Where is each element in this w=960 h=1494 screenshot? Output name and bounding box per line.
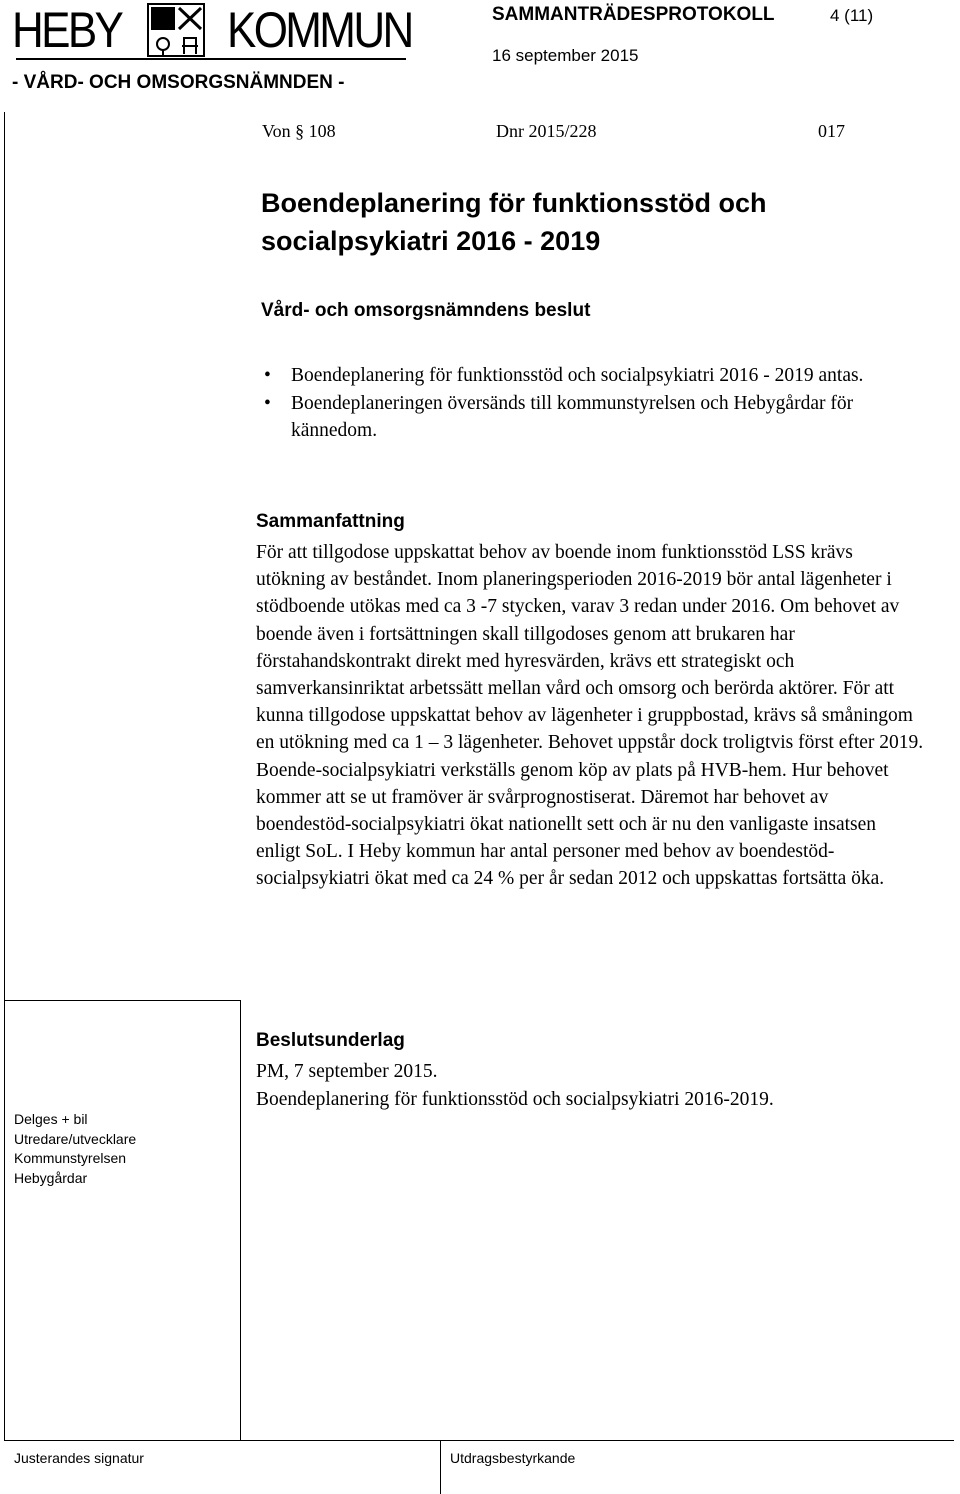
registration-number: Dnr 2015/228 [496,121,597,141]
heby-kommun-logo [12,0,412,64]
distribution-item: Utredare/utvecklare [14,1130,137,1147]
basis-item: PM, 7 september 2015. [256,1061,438,1082]
coat-of-arms-icon [146,2,206,58]
margin-line [4,112,5,1440]
paragraph-number: Von § 108 [262,121,336,141]
distribution-list [14,1110,136,1188]
certification-label: Utdragsbestyrkande [450,1450,576,1466]
bullet-icon: • [264,365,271,386]
decision-item-text: Boendeplanering för funktionsstöd och socialpsykiatri 2016 - 2019 antas. [291,365,864,386]
footer-divider [440,1440,441,1494]
distribution-item: Kommunstyrelsen [14,1150,127,1166]
basis-list [256,1058,774,1113]
signature-label: Justerandes signatur [14,1450,144,1466]
distribution-box-right [240,1000,241,1440]
footer-line [4,1440,954,1441]
summary-text: För att tillgodose uppskattat behov av boende inom funktionsstöd LSS krävs utökning av beståndet. Inom planeringsperioden 2016-2019 bör antal lägenheter i stödboende utökas med ca 3 -7 stycken, varav 3 redan under 2016. Om behovet av boende även i fortsättningen skall tillgodoses genom att brukaren har förstahandskontrakt direkt med hyresvärden, krävs ett strategiskt och samverkansinriktat arbetssätt mellan vård och omsorg och berörda aktörer. För att kunna tillgodose uppskattat behov av lägenheter i gruppbostad, krävs så småningom en utökning med ca 1 – 3 lägenheter. Behovet uppstår dock troligtvis först efter 2019. Boende-socialpsykiatri verkställs genom köp av plats på HVB-hem. Hur behovet kommer att se ut framöver är svårprognostiserat. Däremot har behovet av boendestöd-socialpsykiatri ökat nationellt sett och är nu den vanligaste insatsen enligt SoL. I Heby kommun har antal personer med behov av boendestöd-socialpsykiatri ökat med ca 24 % per år sedan 2012 och uppskattas fortsätta öka. [256,542,924,890]
logo-text-kommun: KOMMUN [227,2,412,58]
summary-heading: Sammanfattning [256,511,405,532]
distribution-box-top [4,1000,240,1001]
decision-list [262,362,882,445]
protocol-title: SAMMANTRÄDESPROTOKOLL [492,4,775,25]
distribution-item: Hebygårdar [14,1169,88,1186]
decision-heading: Vård- och omsorgsnämndens beslut [261,300,591,321]
archive-code: 017 [818,121,845,141]
distribution-item: Delges + bil [14,1111,88,1127]
decision-item-text: Boendeplaneringen översänds till kommunstyrelsen och Hebygårdar för kännedom. [291,392,854,441]
page-number: 4 (11) [830,6,874,25]
basis-item: Boendeplanering för funktionsstöd och socialpsykiatri 2016-2019. [256,1088,774,1110]
logo-text-heby: HEBY [12,2,122,58]
committee-name: - VÅRD- OCH OMSORGSNÄMNDEN - [12,72,345,93]
bullet-icon: • [264,392,271,414]
protocol-date: 16 september 2015 [492,46,639,65]
basis-heading: Beslutsunderlag [256,1030,405,1051]
document-title: Boendeplanering för funktionsstöd och socialpsykiatri 2016 - 2019 [261,188,767,256]
decision-item [262,362,882,390]
logo-underline [16,58,406,60]
decision-item [262,390,882,445]
